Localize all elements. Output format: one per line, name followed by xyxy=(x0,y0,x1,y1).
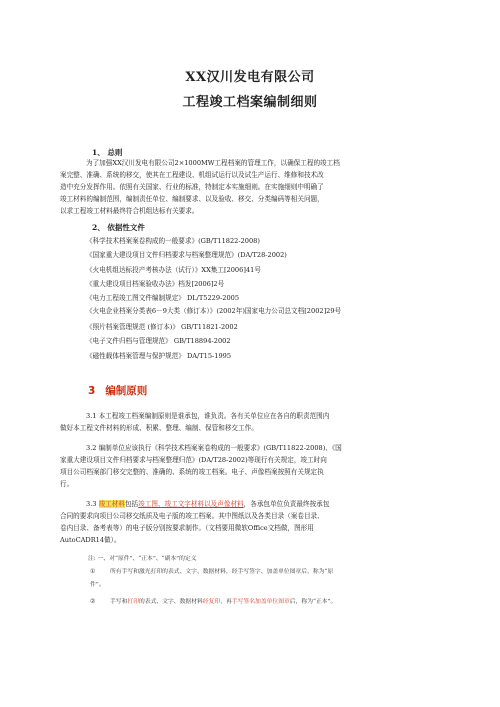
emphasized-term: 手写签名加盖单位图章 xyxy=(231,599,290,605)
document-title: 工程竣工档案编制细则 xyxy=(182,95,318,110)
reference-item: 《照片档案管理规范 (修订本)》 GB/T11821-2002 xyxy=(86,322,238,331)
paragraph-line: 案完整、准确、系统的移交，使其在工程建设、机组试运行以及试生产运行、维修和技术改 xyxy=(60,171,324,179)
text-run: 所有手写和激光打印的表式、文字、数据材料，经手写签字、加盖单位图章后，称为“原 xyxy=(110,569,334,575)
definition-item xyxy=(80,596,440,609)
paragraph-line: 做好本工程文件材料的形成、积累、整理、编制、保管和移交工作。 xyxy=(60,424,258,432)
section-3-title: 编制原则 xyxy=(105,385,148,397)
reference-item: 《国家重大建设项目文件归档要求与档案整理规范》(DA/T28-2002) xyxy=(86,251,287,260)
circled-number-1: ① xyxy=(90,569,96,575)
paragraph-line: 项目公司档案部门移交完整的、准确的、系统的竣工档案。电子、声像档案按照有关规定执 xyxy=(60,468,324,476)
reference-item: 《重大建设项目档案验收办法》档发[2006]2号 xyxy=(86,279,225,288)
paragraph-line: 以求工程竣工材料最终符合机组达标有关要求。 xyxy=(60,207,199,215)
paragraph-line: 3.1 本工程竣工档案编制原则是谁承包，谁负责。各有关单位应在各自的职责范围内 xyxy=(86,412,330,420)
clause-number: 3.3 xyxy=(86,500,99,508)
paragraph-line: 竣工材料的编制范围，编制责任单位、编制要求、以及验收、移交、分类编码等相关问题， xyxy=(60,195,324,203)
section-1-heading: 1、 总则 xyxy=(92,148,123,157)
reference-item: 《科学技术档案案卷构成的一般要求》(GB/T11822-2008) xyxy=(86,237,260,245)
paragraph-line: AutoCADR14做）。 xyxy=(60,536,121,544)
paragraph-line xyxy=(86,499,444,511)
highlighted-term: 竣工材料 xyxy=(98,500,125,508)
paragraph-line: 合同的要求向项目公司移交纸质及电子版的竣工档案。其中图纸以及各类目录（案卷目录、 xyxy=(60,512,324,520)
definition-note: 注: 一、对“原件”、“正本”、“副本”的定义 xyxy=(88,556,197,562)
emphasized-term: 经复印 xyxy=(202,599,221,605)
emphasized-term: 打印 xyxy=(127,599,140,605)
text-run: 手写和 xyxy=(110,599,128,605)
company-name: XX汉川发电有限公司 xyxy=(185,70,315,85)
definition-item xyxy=(80,566,440,592)
reference-item: 《火电机组达标投产考核办法（试行）》XX集工[2006]41号 xyxy=(86,265,261,274)
reference-list xyxy=(60,234,444,363)
text-run: 后，称为“正本”。 xyxy=(289,599,337,605)
text-run: 的表式、文字、数据材料 xyxy=(139,599,203,605)
paragraph-line: 3.2 编制单位应该执行《科学技术档案案卷构成的一般要求》(GB/T11822-2008)、《国 xyxy=(86,444,342,452)
paragraph-line: 行。 xyxy=(60,480,74,488)
section-3-heading xyxy=(88,383,157,398)
text-run: ，各承包单位负责最终按承包 xyxy=(243,500,330,508)
text-run: ，再 xyxy=(220,599,232,605)
reference-item: 《电力工程竣工图文件编制规定》 DL/T5229-2005 xyxy=(86,294,240,303)
text-run: 件”。 xyxy=(90,582,105,588)
paragraph-line: 造中充分发挥作用。依照有关国家、行业的标准，特制定本实施细则。在实施细则中明确了 xyxy=(60,183,324,191)
reference-item: 《电子文件归档与管理规范》 GB/T18894-2002 xyxy=(86,337,231,346)
reference-item: 《火电企业档案分类表6－9大类（修订本）》(2002年)国家电力公司总文档[2002]29号 xyxy=(86,307,342,316)
text-run: 包括 xyxy=(124,500,139,508)
reference-item: 《磁性载体档案管理与保护规范》 DA/T15-1995 xyxy=(86,351,232,360)
section-3-number: 3 xyxy=(88,385,96,397)
section-2-heading: 2、 依据性文件 xyxy=(92,223,145,232)
paragraph-line: 卷内目录、备考表等）的电子版分别按要求制作。（文档要用微软Office文档做，图形用 xyxy=(60,524,314,532)
circled-number-2: ② xyxy=(90,599,96,605)
emphasized-term: 竣工图、竣工文字材料以及声像材料 xyxy=(138,500,244,508)
paragraph-line: 家重大建设项目文件归档要求与档案整理归范》(DA/T28-2002)等现行有关规定，竣工时向 xyxy=(60,456,327,464)
paragraph-line: 为了加强XX汉川发电有限公司2×1000MW工程档案的管理工作，以确保工程的竣工档 xyxy=(86,159,340,167)
